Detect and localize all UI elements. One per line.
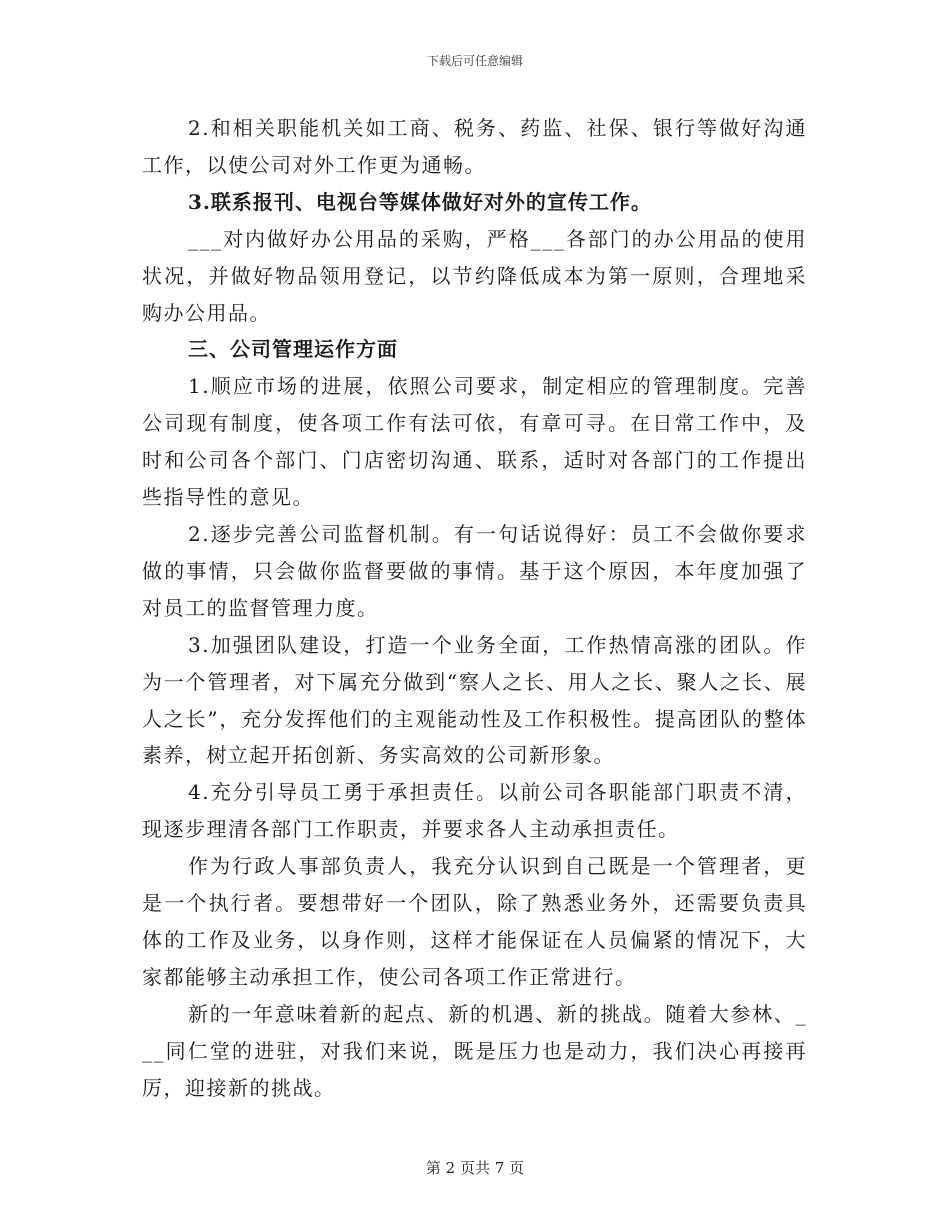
paragraph-8: 4.充分引导员工勇于承担责任。以前公司各职能部门职责不清，现逐步理清各部门工作职责，并要求各人主动承担责任。 xyxy=(142,780,807,842)
paragraph-5: 1.顺应市场的进展，依照公司要求，制定相应的管理制度。完善公司现有制度，使各项工作有法可依，有章可寻。在日常工作中，及时和公司各个部门、门店密切沟通、联系，适时对各部门的工作提出些指导性的意见。 xyxy=(142,374,807,510)
page-header: 下载后可任意编辑 xyxy=(426,54,523,68)
paragraph-7: 3.加强团队建设，打造一个业务全面，工作热情高涨的团队。作为一个管理者，对下属充分做到“察人之长、用人之长、聚人之长、展人之长”，充分发挥他们的主观能动性及工作积极性。提高团队的整体素养，树立起开拓创新、务实高效的公司新形象。 xyxy=(142,632,807,768)
paragraph-6: 2.逐步完善公司监督机制。有一句话说得好：员工不会做你要求做的事情，只会做你监督要做的事情。基于这个原因，本年度加强了对员工的监督管理力度。 xyxy=(142,521,807,620)
page-footer: 第 2 页共 7 页 xyxy=(425,1159,525,1177)
document-body xyxy=(142,110,807,1106)
paragraph-9: 作为行政人事部负责人，我充分认识到自己既是一个管理者，更是一个执行者。要想带好一个团队，除了熟悉业务外，还需要负责具体的工作及业务，以身作则，这样才能保证在人员偏紧的情况下，大家都能够主动承担工作，使公司各项工作正常进行。 xyxy=(142,854,807,989)
section-heading-management: 三、公司管理运作方面 xyxy=(188,337,398,362)
paragraph-1: 2.和相关职能机关如工商、税务、药监、社保、银行等做好沟通工作，以使公司对外工作更为通畅。 xyxy=(142,116,807,177)
paragraph-3: ___对内做好办公用品的采购，严格___各部门的办公用品的使用状况，并做好物品领用登记，以节约降低成本为第一原则，合理地采购办公用品。 xyxy=(142,226,807,325)
paragraph-2-heading: 3.联系报刊、电视台等媒体做好对外的宣传工作。 xyxy=(188,189,652,214)
paragraph-10: 新的一年意味着新的起点、新的机遇、新的挑战。随着大参林、___同仁堂的进驻，对我们来说，既是压力也是动力，我们决心再接再厉，迎接新的挑战。 xyxy=(142,1001,807,1100)
